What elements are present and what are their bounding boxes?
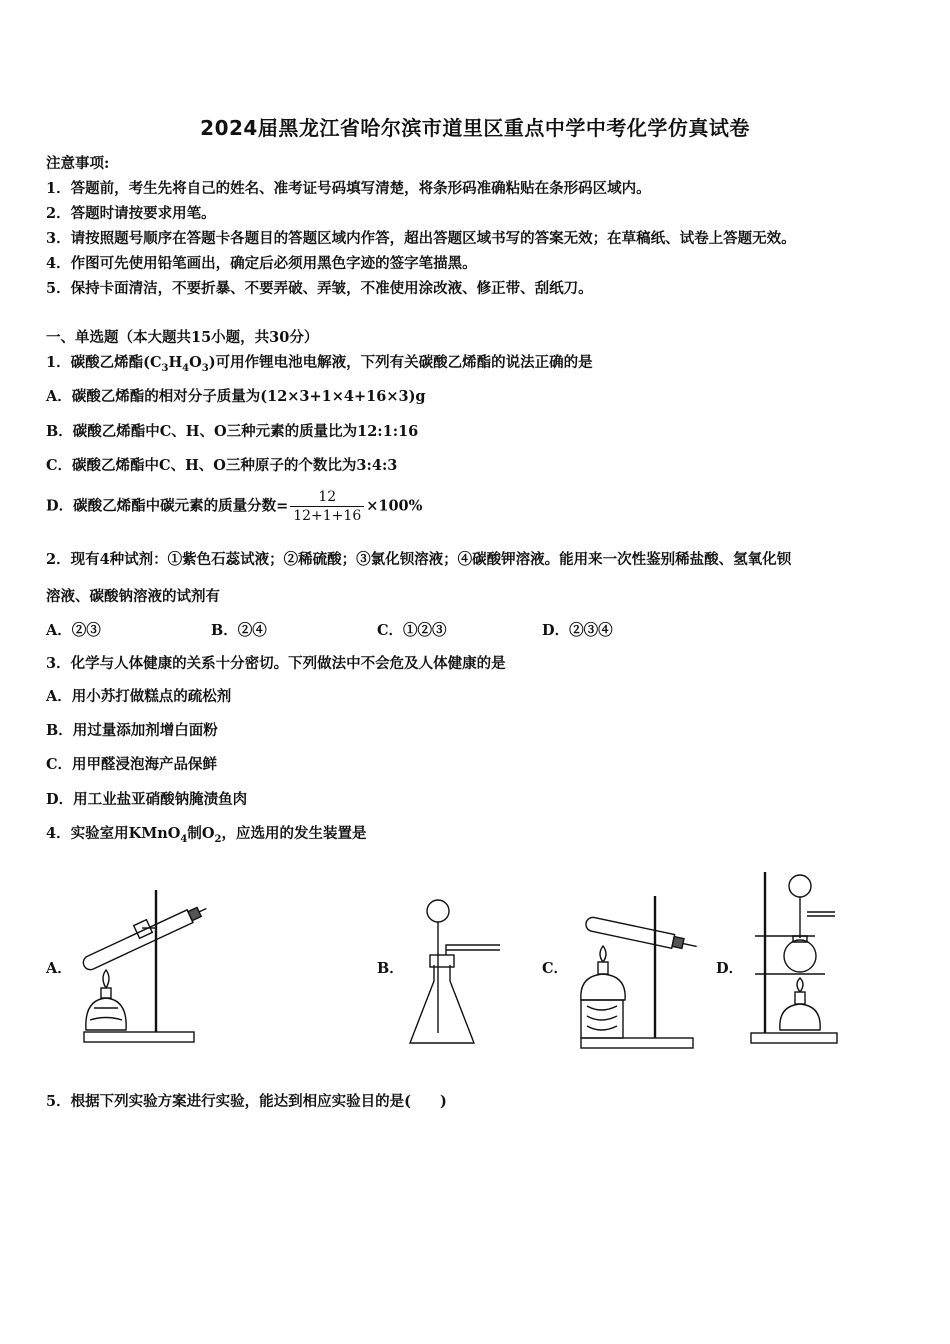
funnel-bulb — [427, 900, 449, 922]
delivery-tube — [446, 945, 500, 955]
q4-stem-part: 4．实验室用KMnO — [46, 825, 181, 842]
q1-stem-part: 1．碳酸乙烯酯(C — [46, 354, 162, 371]
q1-stem-part: H — [168, 354, 183, 371]
q1-option-d — [46, 488, 422, 525]
apparatus-b-figure — [400, 893, 510, 1053]
q1-option-a: A．碳酸乙烯酯的相对分子质量为(12×3+1×4+16×3)g — [46, 388, 426, 405]
q4-sub: 2 — [214, 833, 222, 845]
question-2-stem-line2: 溶液、碳酸钠溶液的试剂有 — [46, 588, 220, 605]
page-title: 2024届黑龙江省哈尔滨市道里区重点中学中考化学仿真试卷 — [200, 116, 750, 140]
side-tube — [807, 912, 835, 916]
separatory-funnel — [789, 875, 811, 897]
q4-sub: 4 — [180, 833, 188, 845]
test-tube — [81, 902, 209, 972]
notice-item-1: 1．答题前，考生先将自己的姓名、准考证号码填写清楚，将条形码准确粘贴在条形码区域内。 — [46, 180, 651, 197]
q2-option-c: C．①②③ — [377, 622, 447, 639]
notice-item-2: 2．答题时请按要求用笔。 — [46, 205, 216, 222]
q1-option-c: C．碳酸乙烯酯中C、H、O三种原子的个数比为3:4:3 — [46, 457, 398, 474]
apparatus-d-figure — [745, 868, 845, 1048]
notice-item-4: 4．作图可先使用铅笔画出，确定后必须用黑色字迹的签字笔描黑。 — [46, 255, 477, 272]
q4-stem-part: 制O — [187, 825, 215, 842]
q1-sub: 4 — [182, 362, 190, 374]
question-1-stem — [46, 351, 593, 374]
section-heading: 一、单选题（本大题共15小题，共30分） — [46, 329, 319, 346]
alcohol-lamp — [581, 946, 625, 1000]
q3-option-c: C．用甲醛浸泡海产品保鲜 — [46, 756, 218, 773]
notice-item-5: 5．保持卡面清洁，不要折暴、不要弄破、弄皱，不准使用涂改液、修正带、刮纸刀。 — [46, 280, 593, 297]
stand-base — [84, 1032, 194, 1042]
q1-option-b: B．碳酸乙烯酯中C、H、O三种元素的质量比为12:1:16 — [46, 423, 419, 440]
alcohol-lamp — [86, 970, 126, 1030]
wood-grain — [587, 1006, 617, 1030]
q3-option-b: B．用过量添加剂增白面粉 — [46, 722, 218, 739]
apparatus-label-c: C． — [542, 960, 569, 977]
stand-base — [581, 1038, 693, 1048]
question-3-stem: 3．化学与人体健康的关系十分密切。下列做法中不会危及人体健康的是 — [46, 655, 506, 672]
round-bottom-flask — [784, 940, 816, 972]
q4-stem-part: ，应选用的发生装置是 — [221, 825, 367, 842]
q1-sub: 3 — [161, 362, 169, 374]
q1-sub: 3 — [201, 362, 209, 374]
conical-flask — [410, 965, 474, 1043]
fraction-denominator: 12+1+16 — [290, 506, 364, 525]
apparatus-a-figure — [76, 880, 226, 1050]
notice-heading: 注意事项: — [46, 155, 110, 172]
q1-d-text: D．碳酸乙烯酯中碳元素的质量分数= — [46, 497, 289, 515]
question-5-stem: 5．根据下列实验方案进行实验，能达到相应实验目的是( ) — [46, 1093, 447, 1110]
question-4-stem — [46, 822, 367, 845]
mass-fraction-formula — [290, 488, 364, 525]
q1-d-suffix: ×100% — [366, 497, 423, 515]
q1-stem-part: )可用作锂电池电解液，下列有关碳酸乙烯酯的说法正确的是 — [208, 354, 593, 371]
q2-option-d: D．②③④ — [542, 622, 613, 639]
clamp — [134, 920, 153, 939]
q2-option-b: B．②④ — [211, 622, 267, 639]
apparatus-label-b: B． — [377, 960, 404, 977]
q3-option-a: A．用小苏打做糕点的疏松剂 — [46, 688, 232, 705]
q1-stem-part: O — [189, 354, 202, 371]
apparatus-c-figure — [573, 888, 703, 1053]
apparatus-label-d: D． — [716, 960, 744, 977]
alcohol-lamp — [780, 978, 820, 1030]
question-2-stem-line1: 2．现有4种试剂：①紫色石蕊试液；②稀硫酸；③氯化钡溶液；④碳酸钾溶液。能用来一次性鉴别稀盐酸、氢氧化钡 — [46, 551, 792, 568]
apparatus-label-a: A． — [46, 960, 72, 977]
notice-item-3: 3．请按照题号顺序在答题卡各题目的答题区域内作答，超出答题区域书写的答案无效；在草稿纸、试卷上答题无效。 — [46, 230, 796, 247]
q2-option-a: A．②③ — [46, 622, 101, 639]
stand-base — [751, 1033, 837, 1043]
fraction-numerator: 12 — [318, 489, 337, 505]
q3-option-d: D．用工业盐亚硝酸钠腌渍鱼肉 — [46, 791, 248, 808]
